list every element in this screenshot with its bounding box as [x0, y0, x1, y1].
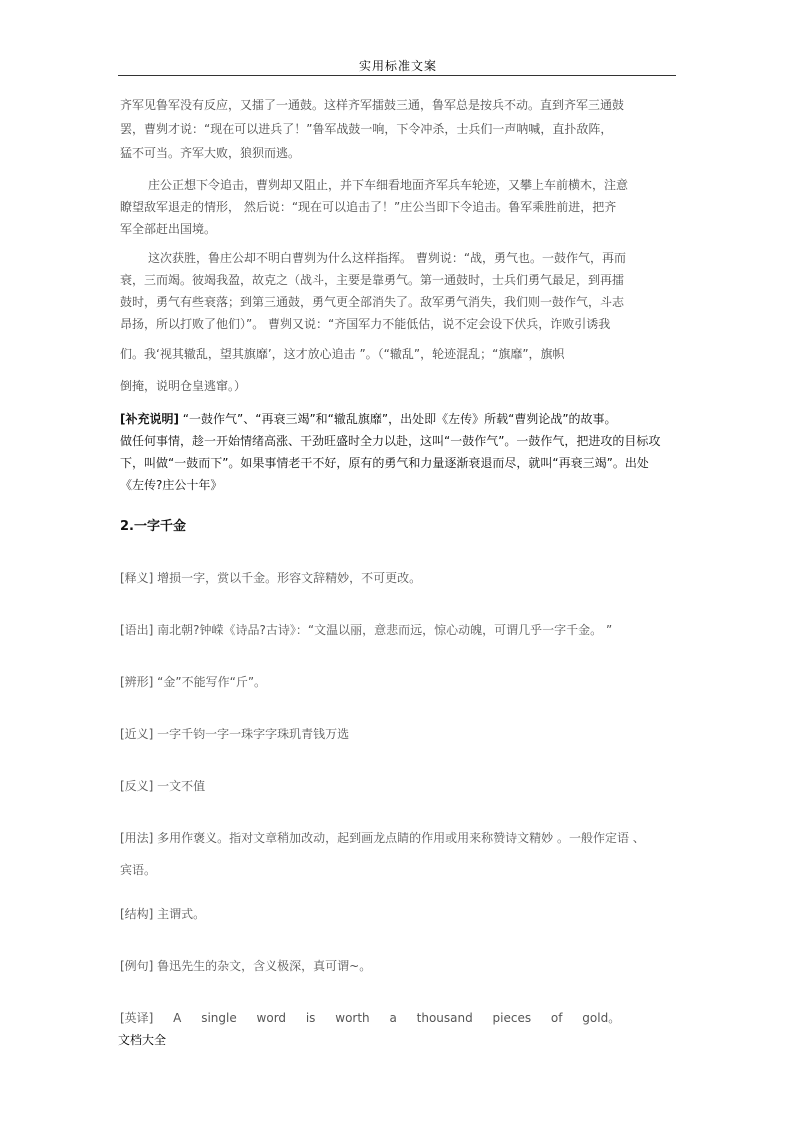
page-header-title: 实用标准文案	[358, 59, 437, 73]
text-line: 们。我‘视其辙乱，望其旗靡’，这才放心追击 ”。（“辙乱”，轮迹混乱；“旗靡”，旗帜	[120, 347, 565, 361]
text-line: 齐军见鲁军没有反应，又擂了一通鼓。这样齐军擂鼓三通，鲁军总是按兵不动。直到齐军三通鼓	[120, 98, 625, 112]
entry-definition: [释义] 增损一字，赏以千金。形容文辞精妙，不可更改。	[120, 571, 422, 585]
story-paragraph-3	[120, 249, 676, 399]
text-line: 瞭望敌军退走的情形， 然后说：“现在可以追击了！”庄公当即下令追击。鲁军乘胜前进，把齐	[120, 200, 617, 214]
page-footer: 文档大全	[118, 1033, 167, 1047]
supplement-note	[120, 410, 676, 490]
text-line: 《左传?庄公十年》	[120, 478, 223, 492]
text-line: 鼓时，勇气有些衰落；到第三通鼓，勇气更全部消失了。敌军勇气消失，我们则一鼓作气，斗志	[120, 295, 625, 309]
entry-usage: [用法] 多用作褒义。指对文章稍加改动，起到画龙点睛的作用或用来称赞诗文精妙 。一般作定语 、	[120, 831, 645, 845]
entry-english: [英译] A single word is worth a thousand pieces of gold。	[120, 1011, 621, 1025]
text-line: 做任何事情，趁一开始情绪高涨、干劲旺盛时全力以赴，这叫“一鼓作气”。一鼓作气，把进攻的目标攻	[120, 434, 661, 448]
entry-synonyms: [近义] 一字千钧一字一珠字字珠玑青钱万选	[120, 727, 350, 741]
header-divider	[118, 75, 676, 76]
entry-structure: [结构] 主谓式。	[120, 907, 206, 921]
entry-usage-continued: 宾语。	[120, 863, 157, 877]
entry-example: [例句] 鲁迅先生的杂文，含义极深，真可谓~。	[120, 959, 372, 973]
text-line: 这次获胜，鲁庄公却不明白曹刿为什么这样指挥。 曹刿说：“战，勇气也。一鼓作气，再而	[148, 251, 627, 265]
supplement-label: [补充说明]	[120, 412, 179, 426]
entry-antonyms: [反义] 一文不值	[120, 779, 206, 793]
text-line: 下，叫做“一鼓而下”。如果事情老干不好，原有的勇气和力量逐渐衰退而尽，就叫“再衰三竭”。出处	[120, 456, 649, 470]
entry-source: [语出] 南北朝?钟嵘《诗品?古诗》：“文温以丽，意悲而远，惊心动魄，可谓几乎一字千金。 ”	[120, 623, 613, 637]
section-heading: 2.一字千金	[120, 519, 186, 534]
supplement-text: “一鼓作气”、“再衰三竭”和“辙乱旗靡”，出处即《左传》所载“曹刿论战”的故事。	[178, 412, 617, 426]
text-line	[120, 410, 617, 427]
story-paragraph-1	[120, 96, 676, 166]
text-line: 昂扬，所以打败了他们）”。 曹刿又说：“齐国军力不能低估，说不定会设下伏兵，诈败引诱我	[120, 317, 611, 331]
text-line: 猛不可当。齐军大败，狼狈而逃。	[120, 146, 301, 160]
text-line: 倒掩，说明仓皇逃窜。）	[120, 379, 247, 393]
entry-form-distinction: [辨形] “金”不能写作“斤”。	[120, 675, 267, 689]
story-paragraph-2	[120, 176, 676, 246]
text-line: 罢，曹刿才说：“现在可以进兵了！”鲁军战鼓一响，下令冲杀，士兵们一声呐喊，直扑敌阵，	[120, 122, 613, 136]
text-line: 军全部赶出国境。	[120, 222, 217, 236]
text-line: 衰，三而竭。彼竭我盈，故克之（战斗，主要是靠勇气。第一通鼓时，士兵们勇气最足，到再擂	[120, 273, 625, 287]
text-line: 庄公正想下令追击，曹刿却又阻止，并下车细看地面齐军兵车轮迹，又攀上车前横木，注意	[148, 178, 629, 192]
